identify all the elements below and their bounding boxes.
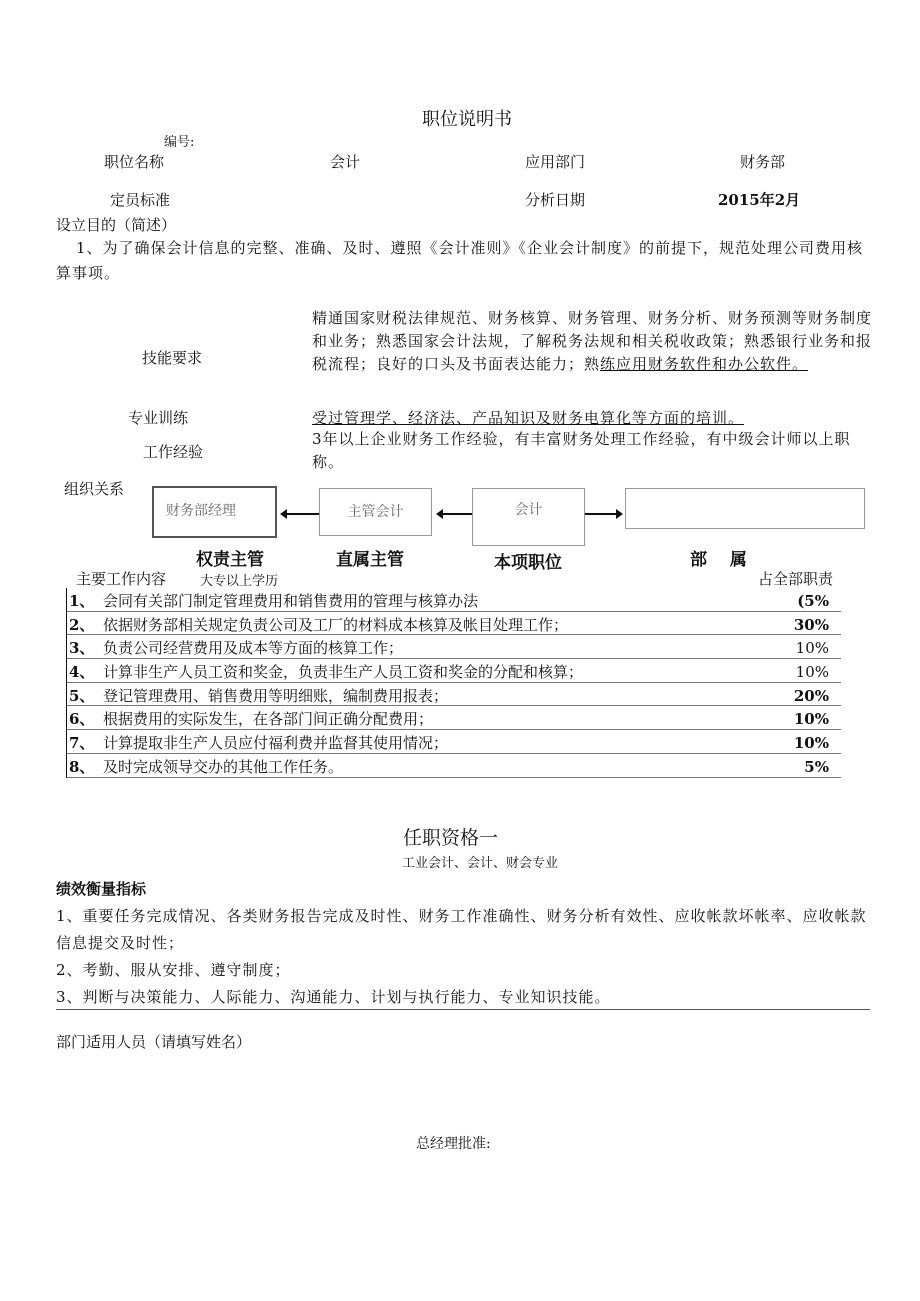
- duty-row: [67, 730, 841, 754]
- duty-text: 及时完成领导交办的其他工作任务。: [103, 757, 344, 776]
- education-overlay: 大专以上学历: [200, 574, 279, 589]
- duties-table: [66, 588, 841, 778]
- duty-number: 2、: [69, 615, 95, 634]
- duty-row: [67, 612, 841, 636]
- kpi-item: 2、考勤、服从安排、遵守制度；: [56, 961, 291, 979]
- approval-label: 总经理批准:: [416, 1136, 491, 1152]
- duty-number: 3、: [69, 639, 95, 658]
- analysis-date-label: 分析日期: [525, 191, 586, 209]
- caption-subordinates: 部 属: [690, 550, 747, 570]
- staffing-label: 定员标准: [110, 191, 171, 209]
- duties-heading: 主要工作内容: [76, 570, 167, 588]
- kpi-item: 3、判断与决策能力、人际能力、沟通能力、计划与执行能力、专业知识技能。: [56, 988, 611, 1006]
- skill-text-main: 精通国家财税法律规范、财务核算、财务管理、财务分析、财务预测等财务制度和业务；熟悉国家会计法规，了解税务法规和相关税收政策；熟悉银行业务和报税流程；良好的口头及书面表达能力；熟: [312, 309, 873, 373]
- qualification-majors: 工业会计、会计、财会专业: [402, 856, 559, 871]
- position-name-label: 职位名称: [104, 153, 165, 171]
- duty-number: 6、: [69, 710, 95, 729]
- analysis-date: 2015年2月: [718, 191, 801, 209]
- duty-number: 5、: [69, 686, 95, 705]
- skill-label: 技能要求: [142, 349, 203, 367]
- duty-text: 登记管理费用、销售费用等明细账，编制费用报表；: [103, 686, 449, 705]
- duty-row: [67, 754, 841, 778]
- duty-text: 计算非生产人员工资和奖金，负责非生产人员工资和奖金的分配和核算；: [103, 663, 584, 682]
- staff-label: 部门适用人员（请填写姓名）: [56, 1033, 252, 1051]
- org-label: 组织关系: [64, 480, 125, 498]
- duty-number: 4、: [69, 663, 95, 682]
- purpose-heading: 设立目的（简述）: [56, 216, 177, 234]
- duty-row: [67, 706, 841, 730]
- training-label: 专业训练: [128, 409, 189, 427]
- duty-text: 根据费用的实际发生，在各部门间正确分配费用；: [103, 710, 434, 729]
- duty-number: 8、: [69, 757, 95, 776]
- arrow-left-icon: [286, 513, 319, 515]
- training-text: 受过管理学、经济法、产品知识及财务电算化等方面的培训。: [312, 409, 745, 427]
- duty-text: 依据财务部相关规定负责公司及工厂的材料成本核算及帐目处理工作；: [103, 615, 569, 634]
- duty-number: 1、: [69, 592, 95, 610]
- duty-number: 7、: [69, 734, 95, 753]
- org-box-manager: 财务部经理: [152, 486, 277, 538]
- arrow-left-icon: [442, 513, 472, 515]
- duty-percent: 10%: [795, 639, 829, 658]
- kpi-heading: 绩效衡量指标: [56, 880, 147, 898]
- caption-authority: 权责主管: [196, 550, 264, 570]
- duty-row: [67, 588, 841, 612]
- duty-percent: 5%: [804, 757, 829, 776]
- share-heading: 占全部职责: [758, 570, 834, 588]
- position-name: 会计: [330, 153, 361, 171]
- duty-percent: 20%: [793, 686, 829, 705]
- divider: [56, 1009, 870, 1010]
- org-box-position: 会计: [472, 488, 585, 546]
- duty-percent: 10%: [795, 663, 829, 682]
- skill-text: [312, 307, 872, 376]
- caption-this-position: 本项职位: [494, 553, 562, 573]
- arrow-right-icon: [585, 513, 617, 515]
- department-label: 应用部门: [525, 153, 586, 171]
- qualification-title: 任职资格一: [403, 827, 499, 849]
- purpose-text: 1、为了确保会计信息的完整、准确、及时、遵照《会计准则》《企业会计制度》的前提下，规范处理公司费用核算事项。: [56, 239, 864, 282]
- department: 财务部: [740, 153, 786, 171]
- document-title: 职位说明书: [422, 109, 512, 130]
- caption-direct: 直属主管: [336, 550, 404, 570]
- kpi-item: 1、重要任务完成情况、各类财务报告完成及时性、财务工作准确性、财务分析有效性、应收帐款坏帐率、应收帐款信息提交及时性；: [56, 907, 867, 952]
- org-box-subordinates: [625, 488, 865, 529]
- duty-percent: 30%: [793, 615, 829, 634]
- duty-text: 负责公司经营费用及成本等方面的核算工作；: [103, 639, 404, 658]
- skill-text-underlined: 练应用财务软件和办公软件。: [600, 355, 809, 373]
- org-box-supervisor: 主管会计: [319, 488, 432, 536]
- duty-text: 计算提取非生产人员应付福利费并监督其使用情况；: [103, 734, 449, 753]
- duty-row: [67, 683, 841, 707]
- duty-percent: 10%: [793, 734, 829, 753]
- experience-label: 工作经验: [143, 443, 204, 461]
- duty-row: [67, 659, 841, 683]
- duty-percent: 10%: [793, 710, 829, 729]
- duty-percent: (5%: [797, 592, 829, 610]
- number-label: 编号:: [164, 135, 195, 150]
- duty-text: 会同有关部门制定管理费用和销售费用的管理与核算办法: [103, 592, 479, 610]
- experience-text: 3年以上企业财务工作经验，有丰富财务处理工作经验，有中级会计师以上职称。: [312, 430, 851, 471]
- duty-row: [67, 635, 841, 659]
